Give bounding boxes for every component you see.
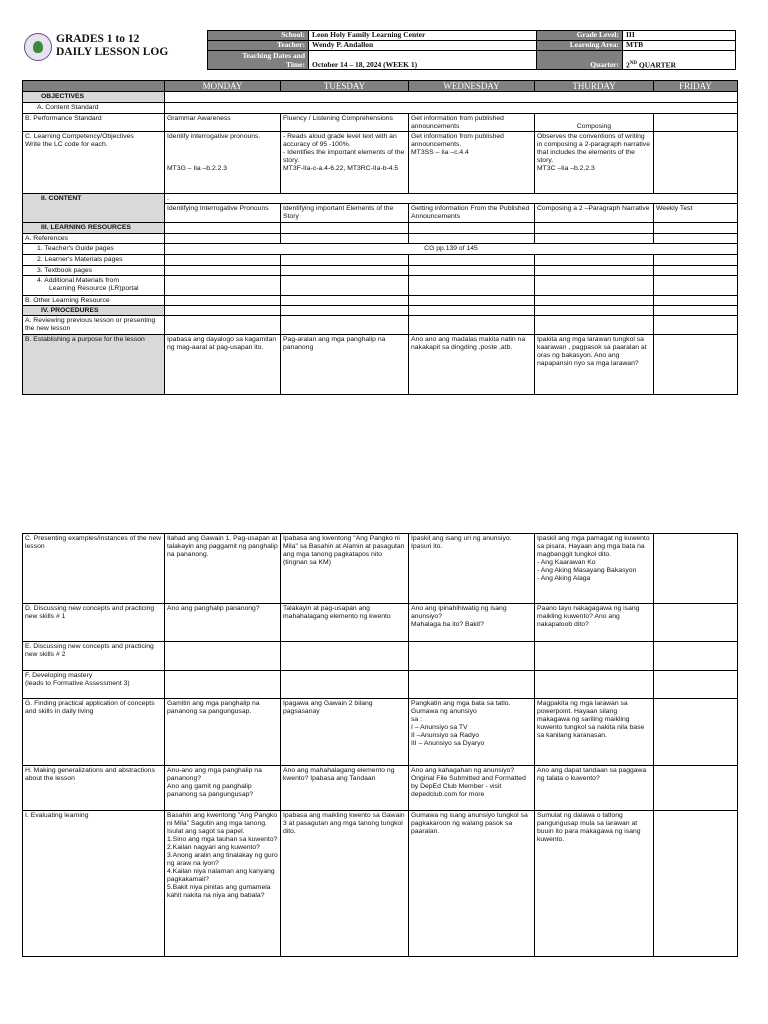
learners-materials-label: 2. Learner's Materials pages [23, 255, 165, 266]
empty [535, 255, 654, 266]
generalizations-tue: Ano ang mahahalagang elemento ng kwento? Ipabasa ang Tandaan [281, 766, 409, 811]
empty [281, 306, 409, 316]
empty [535, 234, 654, 244]
presenting-thu: Ipaskil ang mga pamagat ng kuwento sa pisara. Hayaan ang mga bata na magbanggit tungkol dito. - Ang Kaarawan Ko - Ang Aking Masayang Bakasyon - Ang Aking Alaga [535, 534, 654, 604]
grade-value: III [623, 31, 736, 41]
day-header-monday: MONDAY [165, 81, 281, 92]
school-label: School: [208, 31, 309, 41]
lesson-table-part1 [22, 80, 738, 395]
day-header-thursday: THURDAY [535, 81, 654, 92]
empty [281, 266, 409, 276]
evaluating-thu: Sumulat ng dalawa o tatlong pangungusap mula sa larawan at buuin ito para makagawa ng isang kuwento. [535, 811, 654, 957]
quarter-number: 2 [626, 60, 630, 69]
perf-std-mon: Grammar Awareness [165, 114, 281, 132]
empty [165, 234, 281, 244]
content-standard-label: A. Content Standard [23, 103, 165, 114]
empty [535, 266, 654, 276]
discussing-1-mon: Ano ang panghalip pananong? [165, 604, 281, 642]
title-line-2: DAILY LESSON LOG [56, 46, 169, 58]
header-info-table [207, 30, 736, 70]
empty [535, 306, 654, 316]
empty [654, 642, 738, 671]
purpose-tue: Pag-aralan ang mga panghalip na pananong [281, 335, 409, 395]
deped-seal-logo [24, 33, 52, 61]
empty [654, 276, 738, 296]
empty [165, 316, 281, 335]
dates-value: October 14 – 18, 2024 (WEEK 1) [309, 51, 537, 70]
generalizations-thu: Ano ang dapat tandaan sa paggawa ng talata o kuwento? [535, 766, 654, 811]
objectives-heading: OBJECTIVES [23, 92, 165, 103]
presenting-tue: Ipabasa ang kwentong "Ang Pangko ni Mila" sa Basahin at Alamin at pasagutan ang mga tanong pagkatapos nito (tingnan sa KM) [281, 534, 409, 604]
empty [165, 296, 281, 306]
practical-application-label: G. Finding practical application of concepts and skills in daily living [23, 699, 165, 766]
discussing-1-wed: Ano ang ipinahihiwatig ng isang anunsiyo? Mahalaga ba ito? Bakit? [409, 604, 535, 642]
competency-mon: Identify interrogative pronouns. MT3G – Iia –b.2.2.3 [165, 132, 281, 194]
application-mon: Gamitin ang mga panghalip na pananong sa pangungusap. [165, 699, 281, 766]
performance-standard-label: B. Performance Standard [23, 114, 165, 132]
perf-std-tue: Fluency / Listening Comprehensions [281, 114, 409, 132]
empty [165, 642, 281, 671]
other-resources-label: B. Other Learning Resource [23, 296, 165, 306]
form-title [56, 33, 168, 59]
purpose-fri [654, 335, 738, 395]
empty [409, 266, 535, 276]
empty [535, 316, 654, 335]
evaluating-wed: Gumawa ng isang anunsiyo tungkol sa pagkakaroon ng walang pasok sa paaralan. [409, 811, 535, 957]
additional-materials-label [23, 276, 165, 296]
lesson-table-part2 [22, 533, 738, 957]
empty [409, 234, 535, 244]
empty [535, 276, 654, 296]
empty [535, 296, 654, 306]
application-thu: Magpakita ng mga larawan sa powerpoint. Hayaan silang makagawa ng sariling maikling kuwento tungkol sa nakita nila base sa kanilang karanasan. [535, 699, 654, 766]
discussing-1-tue: Talakayin at pag-usapan ang mahahalagang elemento ng kwento [281, 604, 409, 642]
empty [654, 671, 738, 699]
perf-std-wed: Get information from published announcements [409, 114, 535, 132]
competency-thu: Observes the conventions of writing in composing a 2-paragraph narrative that includes the elements of the story. MT3C –Iia –b.2.2.3 [535, 132, 654, 194]
procedures-heading: IV. PROCEDURES [23, 306, 165, 316]
empty [165, 276, 281, 296]
content-heading: II. CONTENT [23, 194, 165, 223]
empty [281, 316, 409, 335]
content-fri: Weekly Test [654, 204, 738, 223]
resources-heading: III. LEARNING RESOURCES [23, 223, 165, 234]
dates-label [208, 51, 309, 70]
content-dot: . [165, 194, 738, 204]
discussing-1-fri [654, 604, 738, 642]
discussing-1-thu: Paano tayo nakagagawa ng isang maikling kuwento? Ano ang nakapaloob dito? [535, 604, 654, 642]
competency-label [23, 132, 165, 194]
empty [281, 255, 409, 266]
empty [409, 316, 535, 335]
empty [654, 266, 738, 276]
content-thu: Composing a 2 –Paragraph Narrative [535, 204, 654, 223]
empty [654, 316, 738, 335]
title-line-1: GRADES 1 to 12 [56, 33, 140, 45]
empty [654, 296, 738, 306]
discussing-1-label: D. Discussing new concepts and practicing new skills # 1 [23, 604, 165, 642]
presenting-wed: Ipaskil ang isang uri ng anunsiyo. Ipasuri ito. [409, 534, 535, 604]
developing-mastery-label: F. Developing mastery (leads to Formative Assessment 3) [23, 671, 165, 699]
content-standard-blank [165, 103, 738, 114]
presenting-mon: Ilahad ang Gawain 1. Pag-usapan at talakayin ang paggamit ng panghalip na pananong. [165, 534, 281, 604]
dates-label-line1: Teaching Dates and [242, 51, 305, 60]
empty [281, 234, 409, 244]
grade-label: Grade Level: [537, 31, 623, 41]
competency-tue: - Reads aloud grade level text with an accuracy of 95 -100%. - Identifies the important elements of the story. MT3F-IIa-c-a.4-6.22, MT3RC-IIa-b-4.5 [281, 132, 409, 194]
empty [281, 223, 409, 234]
teachers-guide-label: 1. Teacher's Guide pages [23, 244, 165, 255]
purpose-wed: Ano ano ang madalas makita natin na nakakapit sa dingding ,poste ,atb. [409, 335, 535, 395]
evaluating-tue: Ipabasa ang maikling kwento sa Gawain 3 at pasagutan ang mga tanong tungkol dito. [281, 811, 409, 957]
teacher-label: Teacher: [208, 41, 309, 51]
additional-materials-line2: Learning Resource (LR)portal [49, 284, 139, 292]
generalizations-wed: Ano ang kahagahan ng anunsiyo? Original File Submitted and Formatted by DepEd Club Member - visit depedclub.com for more [409, 766, 535, 811]
application-fri [654, 699, 738, 766]
empty [535, 223, 654, 234]
evaluating-label: I. Evaluating learning [23, 811, 165, 957]
empty [165, 306, 281, 316]
empty [281, 296, 409, 306]
generalizations-fri [654, 766, 738, 811]
corner-cell [23, 81, 165, 92]
content-wed: Getting information From the Published Announcements [409, 204, 535, 223]
competency-wed: Get information from published announcements. MT3SS – Iia –c.4.4 [409, 132, 535, 194]
empty [281, 642, 409, 671]
quarter-suffix: ND [629, 60, 637, 66]
empty [409, 642, 535, 671]
presenting-examples-label: C. Presenting examples/instances of the new lesson [23, 534, 165, 604]
empty [535, 642, 654, 671]
empty [165, 255, 281, 266]
area-label: Learning Area: [537, 41, 623, 51]
competency-label-text: C. Learning Competency/Objectives [25, 132, 134, 140]
competency-fri [654, 132, 738, 194]
dates-label-line2: Time: [285, 60, 305, 69]
application-tue: Ipagawa ang Gawain 2 bilang pagsasanay [281, 699, 409, 766]
day-header-friday: FRIDAY [654, 81, 738, 92]
evaluating-fri [654, 811, 738, 957]
evaluating-mon: Basahin ang kwentong "Ang Pangko ni Mila" Sagutin ang mga tanong. Isulat ang sagot sa papel. 1.Sino ang mga tauhan sa kuwento? 2.Kailan nagyari ang kuwento? 3.Anong aralin ang tinalakay ng guro ng araw na iyon? 4.Kailan niya nalaman ang kanyang pagkakamali? 5.Bakit niya pinitas ang gumamela kahit nakita na niya ang babala? [165, 811, 281, 957]
content-mon: Identifying Interrogative Pronouns [165, 204, 281, 223]
empty [654, 306, 738, 316]
empty [165, 671, 281, 699]
empty [409, 306, 535, 316]
school-value: Leon Holy Family Learning Center [309, 31, 537, 41]
competency-sublabel: Write the LC code for each. [25, 140, 108, 148]
quarter-value [623, 51, 736, 70]
generalizations-label: H. Making generalizations and abstractions about the lesson [23, 766, 165, 811]
teachers-guide-value: CG pp.139 of 145 [165, 244, 738, 255]
purpose-mon: Ipabasa ang dayalogo sa kagamitan ng mag-aaral at pag-usapan ito. [165, 335, 281, 395]
references-label: A. References [23, 234, 165, 244]
empty [281, 276, 409, 296]
application-wed: Pangkatin ang mga bata sa tatlo. Gumawa ng anunsiyo sa : I – Anunsiyo sa TV II –Anunsiyo sa Radyo III – Anunsiyo sa Dyaryo [409, 699, 535, 766]
perf-std-thu: Composing [535, 114, 654, 132]
presenting-fri [654, 534, 738, 604]
quarter-label: Quarter: [537, 51, 623, 70]
empty [535, 671, 654, 699]
empty [409, 223, 535, 234]
textbook-pages-label: 3. Textbook pages [23, 266, 165, 276]
day-header-wednesday: WEDNESDAY [409, 81, 535, 92]
review-lesson-label: A. Reviewing previous lesson or presenting the new lesson [23, 316, 165, 335]
teacher-value: Wendy P. Andallon [309, 41, 537, 51]
empty [165, 266, 281, 276]
empty [654, 234, 738, 244]
empty [654, 223, 738, 234]
discussing-2-label: E. Discussing new concepts and practicing new skills # 2 [23, 642, 165, 671]
generalizations-mon: Anu-ano ang mga panghalip na pananong? Ano ang gamit ng panghalip pananong sa pangungusap? [165, 766, 281, 811]
area-value: MTB [623, 41, 736, 51]
quarter-text: QUARTER [636, 60, 677, 69]
additional-materials-line1: 4. Additional Materials from [37, 276, 119, 284]
perf-std-fri [654, 114, 738, 132]
day-header-tuesday: TUESDAY [281, 81, 409, 92]
objectives-blank [165, 92, 738, 103]
purpose-label: B. Establishing a purpose for the lesson [23, 335, 165, 395]
purpose-thu: Ipakita ang mga larawan tungkol sa kaarawan , pagpasok sa paaralan at oras ng bakasyon. Ano ang napapansin nyo sa mga larawan? [535, 335, 654, 395]
content-tue: Identifying important Elements of the Story [281, 204, 409, 223]
empty [409, 255, 535, 266]
empty [281, 671, 409, 699]
empty [409, 671, 535, 699]
empty [409, 276, 535, 296]
empty [409, 296, 535, 306]
empty [654, 255, 738, 266]
empty [165, 223, 281, 234]
